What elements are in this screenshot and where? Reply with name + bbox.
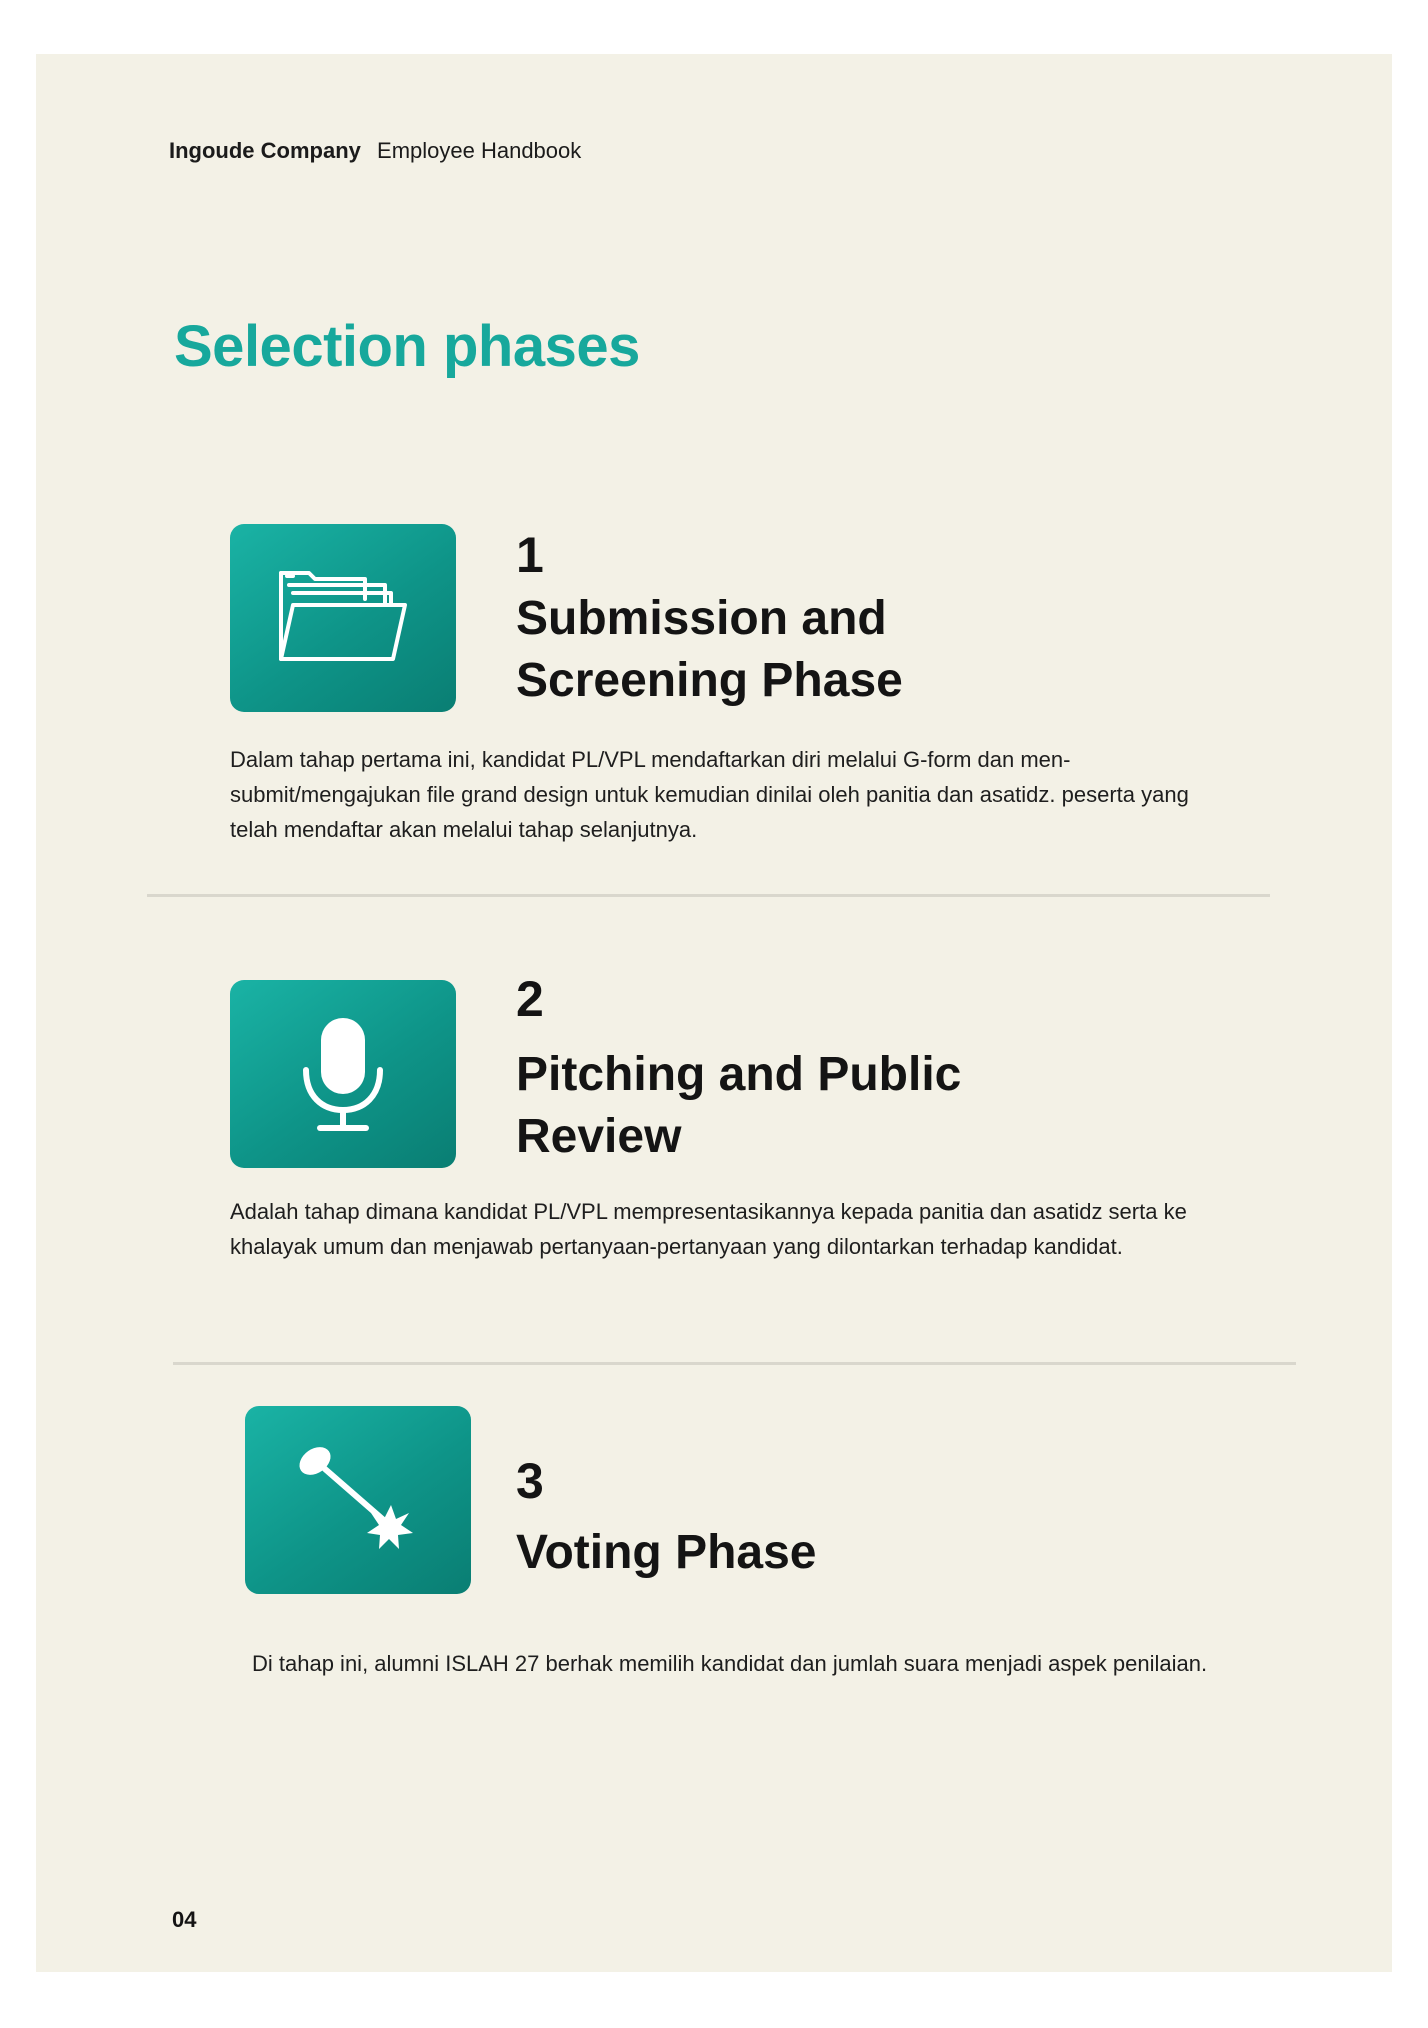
phase-2-title: Pitching and Public Review bbox=[516, 1048, 962, 1163]
phase-1-title: Submission and Screening Phase bbox=[516, 592, 903, 707]
phase-2-description: Adalah tahap dimana kandidat PL/VPL mempresentasikannya kepada panitia dan asatidz serta ke khalayak umum dan menjawab pertanyaan-pertanyaan yang dilontarkan terhadap kandidat. bbox=[230, 1199, 1187, 1259]
phase-1-number: 1 bbox=[516, 527, 544, 583]
microphone-icon bbox=[298, 1014, 388, 1134]
phase-3-title: Voting Phase bbox=[516, 1526, 817, 1579]
phase-2-number: 2 bbox=[516, 971, 544, 1027]
folder-icon bbox=[273, 563, 413, 673]
section-divider bbox=[147, 894, 1270, 897]
page-number: 04 bbox=[172, 1907, 197, 1932]
phase-3-icon-tile bbox=[245, 1406, 471, 1594]
section-divider bbox=[173, 1362, 1296, 1365]
page-header bbox=[169, 138, 581, 164]
phase-2-icon-tile bbox=[230, 980, 456, 1168]
phase-1-description: Dalam tahap pertama ini, kandidat PL/VPL mendaftarkan diri melalui G-form dan men-submit/mengajukan file grand design untuk kemudian dinilai oleh panitia dan asatidz. peserta yang telah mendaftar akan melalui tahap selanjutnya. bbox=[230, 747, 1189, 842]
pin-pop-icon bbox=[283, 1435, 433, 1565]
phase-3-number: 3 bbox=[516, 1453, 544, 1509]
handbook-page bbox=[36, 54, 1392, 1972]
document-name: Employee Handbook bbox=[377, 138, 582, 163]
page-title: Selection phases bbox=[174, 314, 640, 379]
phase-1-icon-tile bbox=[230, 524, 456, 712]
company-name: Ingoude Company bbox=[169, 138, 361, 163]
phase-3-description: Di tahap ini, alumni ISLAH 27 berhak memilih kandidat dan jumlah suara menjadi aspek penilaian. bbox=[252, 1651, 1208, 1676]
